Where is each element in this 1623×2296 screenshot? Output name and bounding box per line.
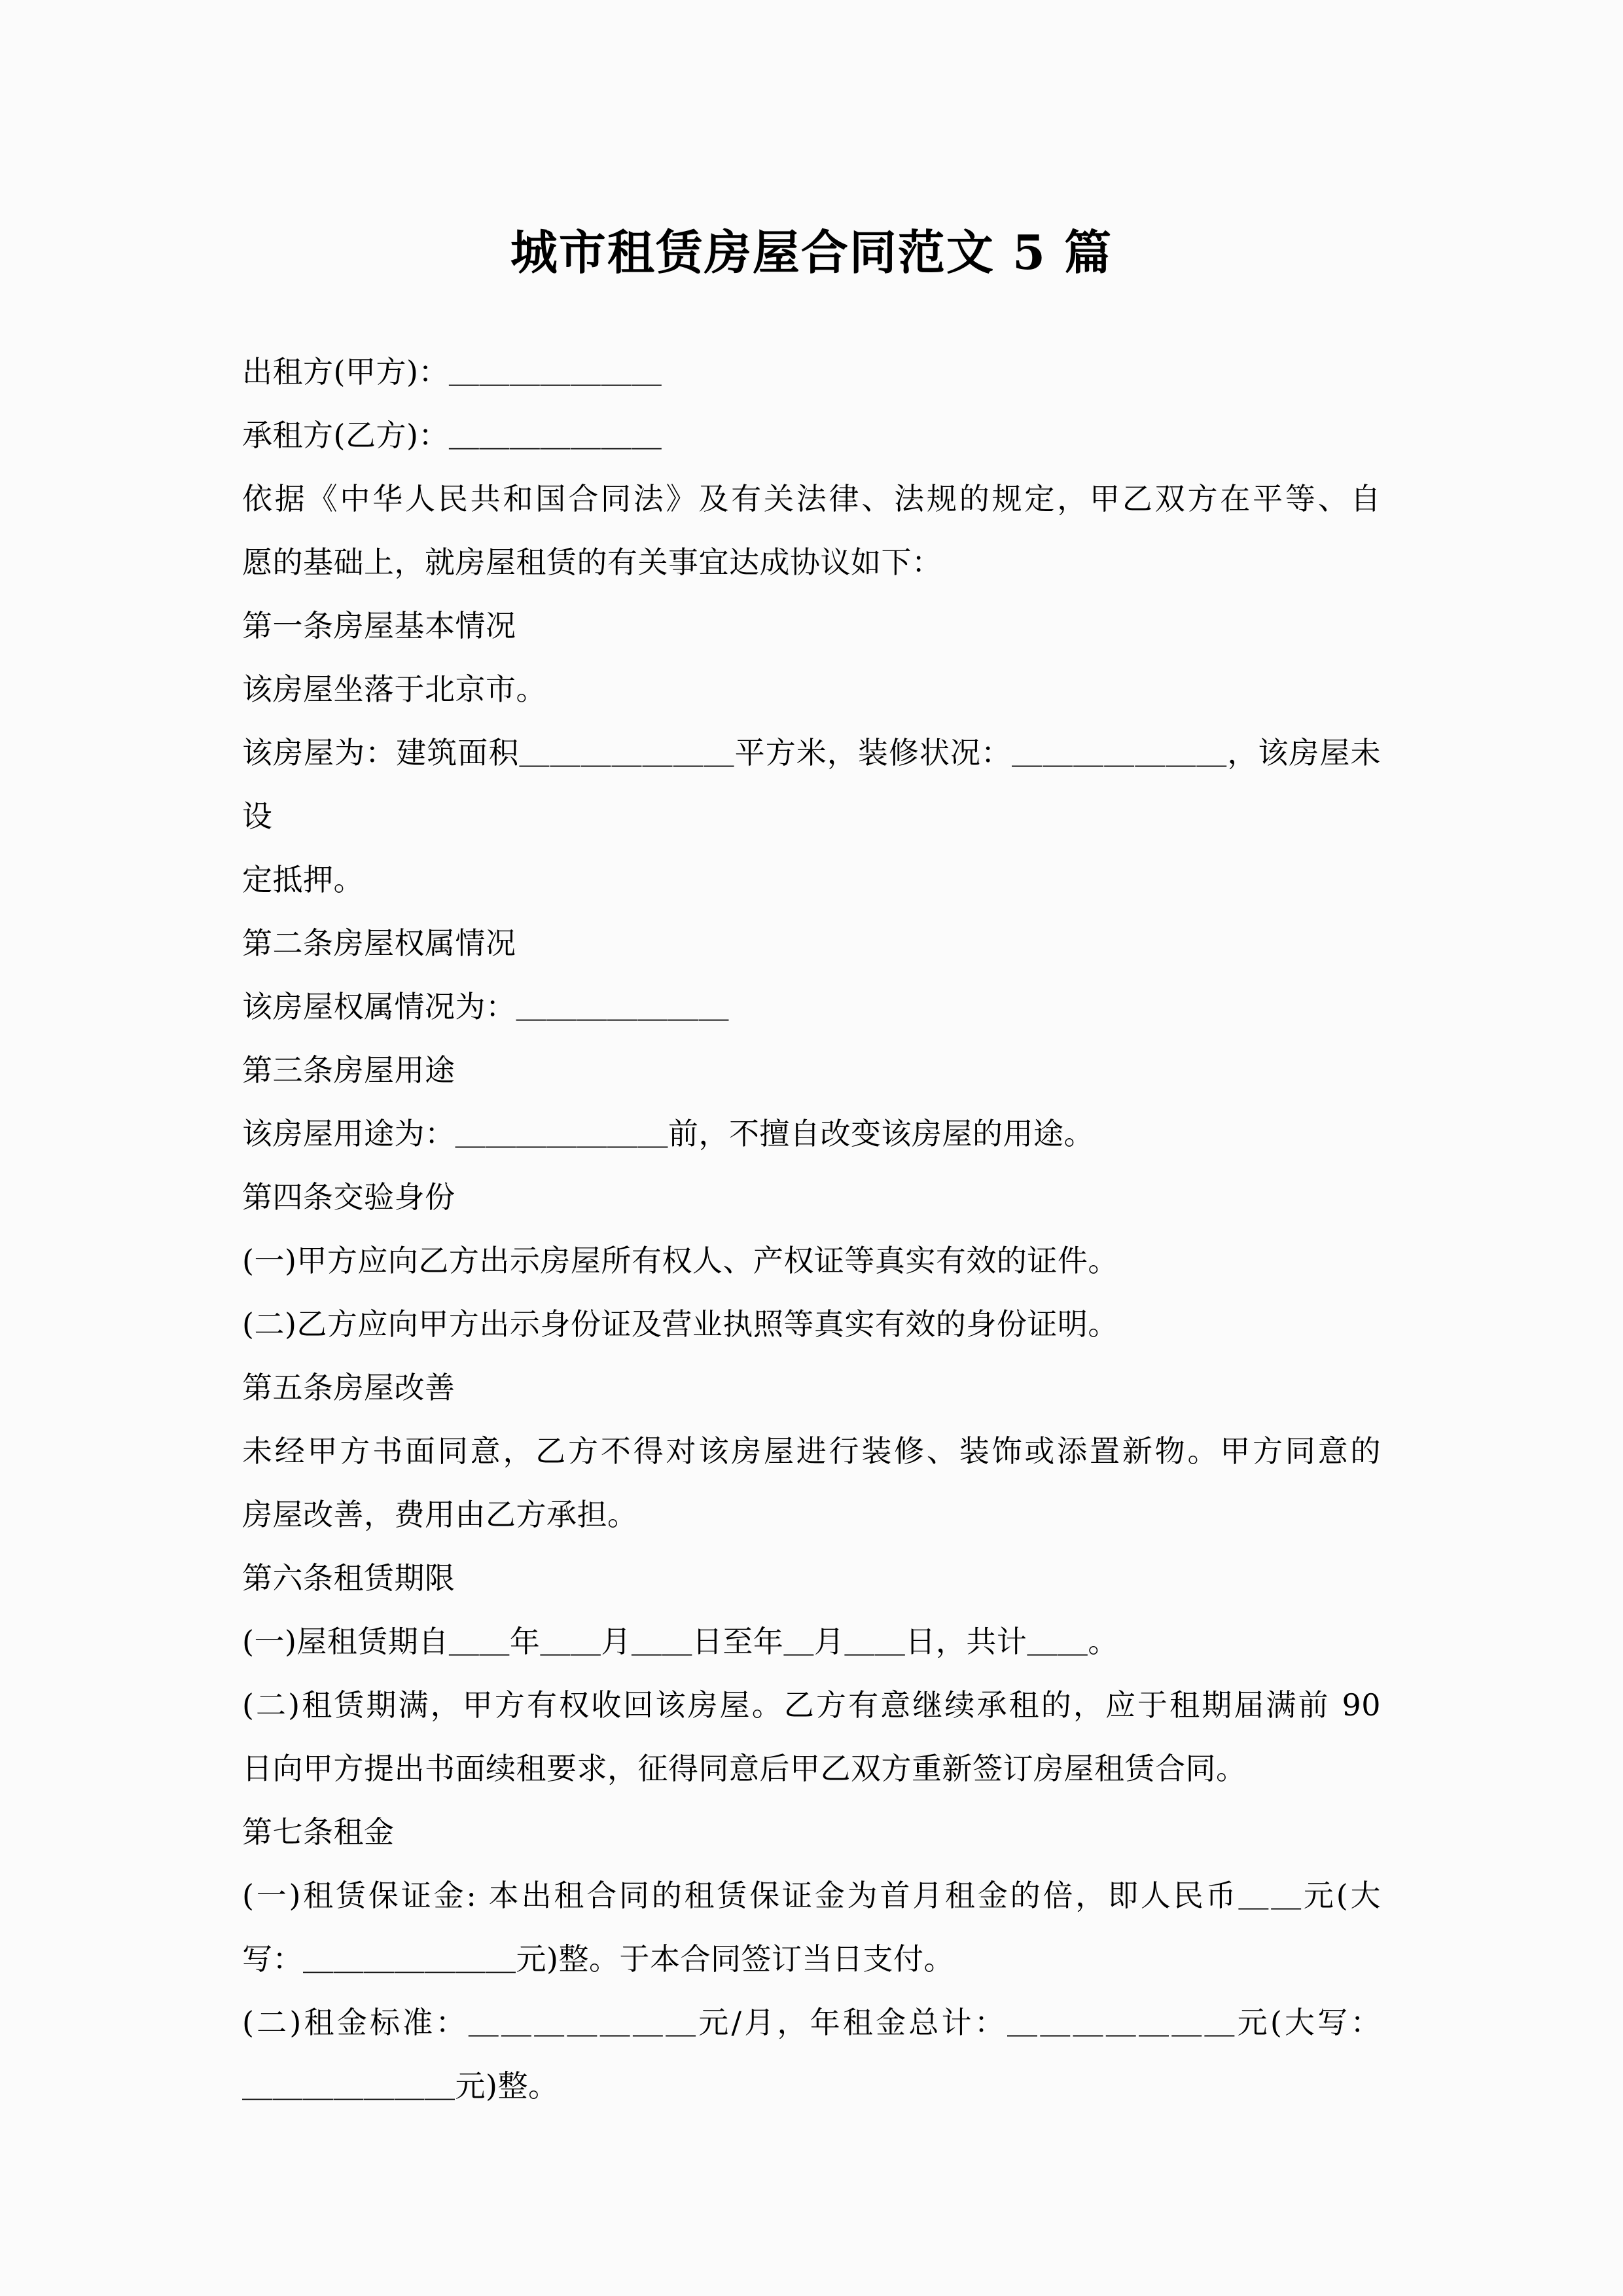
document-line: 日向甲方提出书面续租要求，征得同意后甲乙双方重新签订房屋租赁合同。 — [242, 1751, 1247, 1786]
document-line: 定抵押。 — [242, 862, 364, 897]
document-line: 房屋改善，费用由乙方承担。 — [242, 1497, 638, 1532]
document-line: 第四条交验身份 — [242, 1179, 455, 1215]
document-line: ＿＿＿＿＿＿＿元)整。 — [242, 2068, 559, 2104]
page-title: 城市租赁房屋合同范文 5 篇 — [510, 224, 1113, 281]
document-line: 第一条房屋基本情况 — [242, 608, 516, 643]
document-line: 承租方(乙方)：＿＿＿＿＿＿＿ — [242, 418, 662, 453]
document-line: 第五条房屋改善 — [242, 1370, 455, 1405]
document-line: (一)甲方应向乙方出示房屋所有权人、产权证等真实有效的证件。 — [242, 1243, 1118, 1278]
document-line: 该房屋为：建筑面积＿＿＿＿＿＿＿平方米，装修状况：＿＿＿＿＿＿＿，该房屋未设 — [242, 735, 1381, 834]
document-line: (一)屋租赁期自＿＿年＿＿月＿＿日至年＿月＿＿日，共计＿＿。 — [242, 1624, 1118, 1659]
document-line: 第六条租赁期限 — [242, 1560, 455, 1596]
document-line: 第二条房屋权属情况 — [242, 925, 516, 961]
document-line: 依据《中华人民共和国合同法》及有关法律、法规的规定，甲乙双方在平等、自 — [242, 481, 1381, 516]
document-body — [242, 340, 1381, 2118]
document-line: (二)乙方应向甲方出示身份证及营业执照等真实有效的身份证明。 — [242, 1306, 1118, 1342]
document-line: 该房屋坐落于北京市。 — [242, 672, 546, 707]
document-line: 第三条房屋用途 — [242, 1052, 455, 1088]
document-line: 愿的基础上，就房屋租赁的有关事宜达成协议如下： — [242, 545, 942, 580]
document-line: 该房屋用途为：＿＿＿＿＿＿＿前，不擅自改变该房屋的用途。 — [242, 1116, 1094, 1151]
document-line: 该房屋权属情况为：＿＿＿＿＿＿＿ — [242, 989, 729, 1024]
document-line: (二)租金标准：＿＿＿＿＿＿＿元/月，年租金总计：＿＿＿＿＿＿＿元(大写： — [242, 2005, 1381, 2040]
document-line: 第七条租金 — [242, 1814, 395, 1850]
document-line: 未经甲方书面同意，乙方不得对该房屋进行装修、装饰或添置新物。甲方同意的 — [242, 1433, 1381, 1469]
document-line: (一)租赁保证金: 本出租合同的租赁保证金为首月租金的倍，即人民币＿＿元(大 — [242, 1878, 1381, 1913]
document-line: 出租方(甲方)：＿＿＿＿＿＿＿ — [242, 354, 662, 389]
document-line: 写：＿＿＿＿＿＿＿元)整。于本合同签订当日支付。 — [242, 1941, 954, 1977]
document-line: (二)租赁期满，甲方有权收回该房屋。乙方有意继续承租的，应于租期届满前 90 — [242, 1687, 1381, 1723]
